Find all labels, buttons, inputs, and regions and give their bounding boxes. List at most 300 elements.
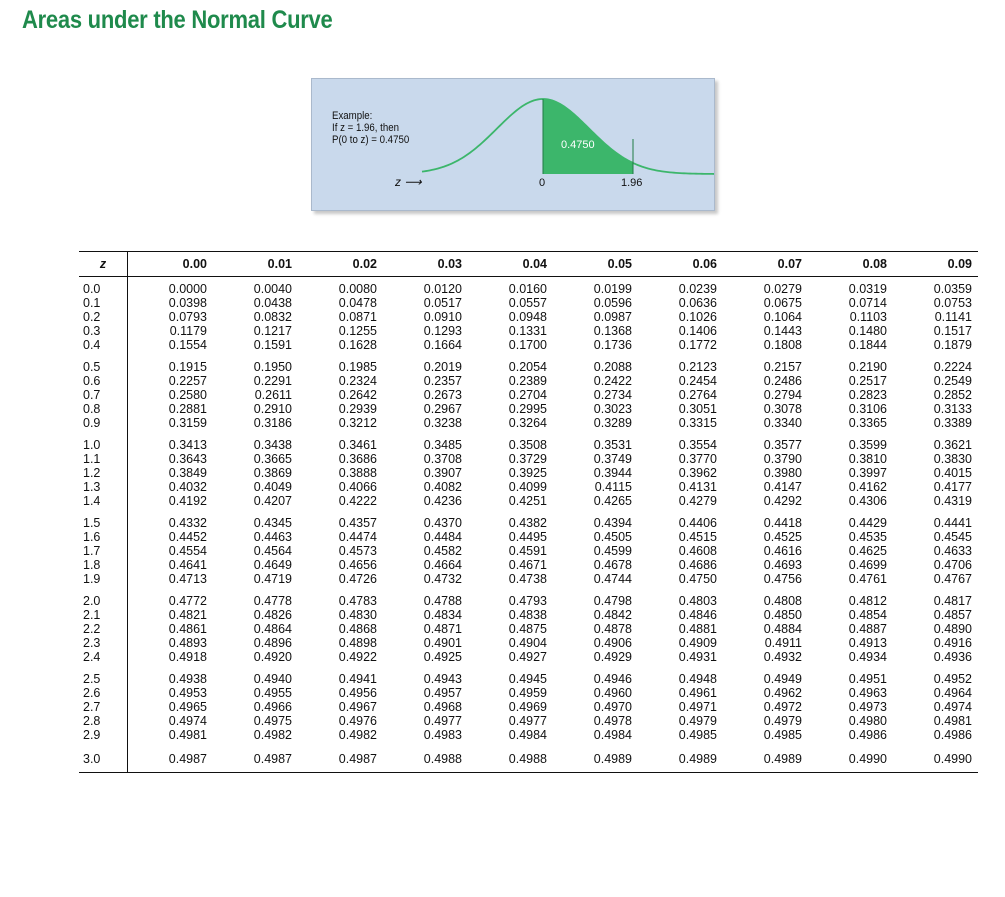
table-cell: 0.4699 [848, 558, 887, 572]
table-cell: 0.3621 [933, 438, 972, 452]
table-row [79, 508, 978, 530]
table-cell: 0.4793 [508, 594, 547, 608]
table-cell: 0.4474 [338, 530, 377, 544]
table-row [79, 277, 978, 297]
table-cell: 0.1406 [678, 324, 717, 338]
table-cell: 0.4984 [508, 728, 547, 742]
table-cell: 0.0596 [593, 296, 632, 310]
table-cell: 0.3212 [338, 416, 377, 430]
table-cell: 0.4982 [338, 728, 377, 742]
column-header: 0.08 [808, 252, 893, 277]
table-row [79, 310, 978, 324]
table-cell: 0.3962 [678, 466, 717, 480]
table-cell: 0.0948 [508, 310, 547, 324]
table-cell: 0.4941 [338, 672, 377, 686]
table-cell: 0.4850 [763, 608, 802, 622]
table-cell: 0.4864 [253, 622, 292, 636]
table-cell: 0.4946 [593, 672, 632, 686]
table-cell: 0.4968 [423, 700, 462, 714]
table-cell: 0.1255 [338, 324, 377, 338]
table-cell: 0.2704 [508, 388, 547, 402]
table-cell: 0.4988 [468, 742, 553, 773]
table-cell: 0.4798 [593, 594, 632, 608]
table-cell: 0.4951 [848, 672, 887, 686]
table-cell: 0.4671 [508, 558, 547, 572]
table-cell: 0.3925 [508, 466, 547, 480]
table-cell: 0.3461 [338, 438, 377, 452]
table-cell: 0.3289 [593, 416, 632, 430]
table-row [79, 530, 978, 544]
table-cell: 0.2734 [593, 388, 632, 402]
table-cell: 0.1879 [933, 338, 972, 352]
table-cell: 0.4986 [933, 728, 972, 742]
table-cell: 0.4893 [168, 636, 207, 650]
table-row [79, 558, 978, 572]
table-cell: 0.4625 [848, 544, 887, 558]
table-cell: 0.2642 [338, 388, 377, 402]
table-cell: 0.3508 [508, 438, 547, 452]
table-cell: 0.1331 [508, 324, 547, 338]
table-header-row [79, 252, 978, 277]
table-cell: 0.4573 [338, 544, 377, 558]
table-cell: 0.4783 [338, 594, 377, 608]
table-row [79, 728, 978, 742]
column-header: 0.02 [298, 252, 383, 277]
table-cell: 0.4909 [678, 636, 717, 650]
table-cell: 0.0675 [763, 296, 802, 310]
table-cell: 0.2910 [253, 402, 292, 416]
table-cell: 0.1844 [848, 338, 887, 352]
table-row [79, 388, 978, 402]
table-cell: 0.4916 [933, 636, 972, 650]
table-cell: 0.4961 [678, 686, 717, 700]
table-cell: 0.4898 [338, 636, 377, 650]
table-cell: 0.4966 [253, 700, 292, 714]
table-cell: 0.3413 [168, 438, 207, 452]
table-cell: 0.2517 [848, 374, 887, 388]
table-cell: 0.3888 [338, 466, 377, 480]
z-value-cell: 2.7 [79, 700, 128, 714]
tick-z-value: 1.96 [621, 177, 643, 189]
table-cell: 0.4854 [848, 608, 887, 622]
table-row [79, 494, 978, 508]
table-cell: 0.4936 [933, 650, 972, 664]
table-cell: 0.1808 [763, 338, 802, 352]
table-cell: 0.4778 [253, 594, 292, 608]
table-cell: 0.3051 [678, 402, 717, 416]
table-cell: 0.4964 [933, 686, 972, 700]
table-cell: 0.0040 [253, 282, 292, 296]
z-value-cell: 0.2 [79, 310, 128, 324]
column-header: 0.07 [723, 252, 808, 277]
table-cell: 0.4066 [338, 480, 377, 494]
table-row [79, 608, 978, 622]
table-cell: 0.4207 [253, 494, 292, 508]
table-cell: 0.4953 [168, 686, 207, 700]
table-row [79, 742, 978, 773]
table-cell: 0.3438 [253, 438, 292, 452]
table-cell: 0.4015 [933, 466, 972, 480]
table-cell: 0.4616 [763, 544, 802, 558]
table-cell: 0.4332 [168, 516, 207, 530]
table-cell: 0.4545 [933, 530, 972, 544]
table-cell: 0.4962 [763, 686, 802, 700]
shaded-area [543, 99, 633, 174]
table-cell: 0.4633 [933, 544, 972, 558]
table-cell: 0.4981 [933, 714, 972, 728]
table-cell: 0.4952 [933, 672, 972, 686]
table-cell: 0.4382 [508, 516, 547, 530]
table-cell: 0.4979 [678, 714, 717, 728]
table-cell: 0.3365 [848, 416, 887, 430]
table-cell: 0.0987 [593, 310, 632, 324]
table-cell: 0.4406 [678, 516, 717, 530]
table-cell: 0.4977 [423, 714, 462, 728]
table-cell: 0.0714 [848, 296, 887, 310]
table-cell: 0.4306 [848, 494, 887, 508]
table-cell: 0.4976 [338, 714, 377, 728]
table-cell: 0.4049 [253, 480, 292, 494]
table-cell: 0.4920 [253, 650, 292, 664]
table-cell: 0.1950 [253, 360, 292, 374]
table-cell: 0.4525 [763, 530, 802, 544]
z-value-cell: 1.5 [79, 508, 128, 530]
table-cell: 0.4817 [933, 594, 972, 608]
table-cell: 0.4744 [593, 572, 632, 586]
table-cell: 0.2673 [423, 388, 462, 402]
table-cell: 0.3643 [168, 452, 207, 466]
table-cell: 0.2291 [253, 374, 292, 388]
table-cell: 0.4986 [848, 728, 887, 742]
table-cell: 0.2580 [168, 388, 207, 402]
table-cell: 0.4756 [763, 572, 802, 586]
table-row [79, 466, 978, 480]
table-cell: 0.3340 [763, 416, 802, 430]
table-cell: 0.0910 [423, 310, 462, 324]
table-cell: 0.4664 [423, 558, 462, 572]
table-cell: 0.0871 [338, 310, 377, 324]
table-cell: 0.1103 [849, 310, 887, 324]
table-cell: 0.4987 [128, 742, 214, 773]
table-cell: 0.4887 [848, 622, 887, 636]
table-cell: 0.3849 [168, 466, 207, 480]
table-cell: 0.4943 [423, 672, 462, 686]
table-cell: 0.4292 [763, 494, 802, 508]
table-cell: 0.2549 [933, 374, 972, 388]
table-cell: 0.2794 [763, 388, 802, 402]
table-row [79, 430, 978, 452]
table-cell: 0.1554 [168, 338, 207, 352]
column-header: 0.09 [893, 252, 978, 277]
table-cell: 0.4911 [764, 636, 802, 650]
table-cell: 0.4975 [253, 714, 292, 728]
table-cell: 0.4972 [763, 700, 802, 714]
table-cell: 0.4838 [508, 608, 547, 622]
table-cell: 0.2019 [423, 360, 462, 374]
z-value-cell: 0.1 [79, 296, 128, 310]
table-cell: 0.4726 [338, 572, 377, 586]
table-cell: 0.4973 [848, 700, 887, 714]
table-cell: 0.2939 [338, 402, 377, 416]
table-cell: 0.4357 [338, 516, 377, 530]
table-cell: 0.3770 [678, 452, 717, 466]
table-cell: 0.4554 [168, 544, 207, 558]
table-cell: 0.4162 [848, 480, 887, 494]
table-cell: 0.4834 [423, 608, 462, 622]
table-cell: 0.4979 [763, 714, 802, 728]
table-cell: 0.4980 [848, 714, 887, 728]
table-cell: 0.4960 [593, 686, 632, 700]
table-row [79, 572, 978, 586]
z-value-cell: 1.3 [79, 480, 128, 494]
column-header: 0.00 [128, 252, 214, 277]
z-value-cell: 0.7 [79, 388, 128, 402]
table-row [79, 338, 978, 352]
table-cell: 0.1064 [763, 310, 802, 324]
table-cell: 0.0120 [423, 282, 462, 296]
table-cell: 0.4788 [423, 594, 462, 608]
table-cell: 0.1772 [678, 338, 717, 352]
table-cell: 0.0753 [933, 296, 972, 310]
table-cell: 0.4649 [253, 558, 292, 572]
table-cell: 0.4906 [593, 636, 632, 650]
table-cell: 0.4931 [678, 650, 717, 664]
table-cell: 0.4982 [253, 728, 292, 742]
table-cell: 0.4463 [253, 530, 292, 544]
table-cell: 0.4236 [423, 494, 462, 508]
table-cell: 0.3790 [763, 452, 802, 466]
table-cell: 0.0398 [168, 296, 207, 310]
table-cell: 0.3830 [933, 452, 972, 466]
table-cell: 0.0793 [168, 310, 207, 324]
table-row [79, 544, 978, 558]
table-cell: 0.4990 [893, 742, 978, 773]
table-cell: 0.4918 [168, 650, 207, 664]
table-cell: 0.4857 [933, 608, 972, 622]
table-cell: 0.2357 [423, 374, 462, 388]
table-cell: 0.3133 [933, 402, 972, 416]
table-cell: 0.4913 [848, 636, 887, 650]
table-cell: 0.4878 [593, 622, 632, 636]
table-cell: 0.4977 [508, 714, 547, 728]
table-cell: 0.3980 [763, 466, 802, 480]
z-value-cell: 1.4 [79, 494, 128, 508]
table-cell: 0.4967 [338, 700, 377, 714]
table-cell: 0.2611 [254, 388, 292, 402]
table-cell: 0.4582 [423, 544, 462, 558]
table-cell: 0.4971 [678, 700, 717, 714]
table-cell: 0.4319 [933, 494, 972, 508]
table-cell: 0.4929 [593, 650, 632, 664]
table-row [79, 296, 978, 310]
table-cell: 0.4981 [168, 728, 207, 742]
table-cell: 0.1664 [423, 338, 462, 352]
table-cell: 0.4177 [933, 480, 972, 494]
table-cell: 0.3686 [338, 452, 377, 466]
tick-zero: 0 [539, 177, 546, 189]
z-value-cell: 1.0 [79, 430, 128, 452]
table-cell: 0.2454 [678, 374, 717, 388]
table-cell: 0.1591 [253, 338, 292, 352]
z-value-cell: 0.3 [79, 324, 128, 338]
example-text [332, 110, 409, 146]
table-cell: 0.4904 [508, 636, 547, 650]
table-cell: 0.4868 [338, 622, 377, 636]
z-value-cell: 2.9 [79, 728, 128, 742]
table-cell: 0.1628 [338, 338, 377, 352]
table-cell: 0.4279 [678, 494, 717, 508]
table-cell: 0.4738 [508, 572, 547, 586]
table-cell: 0.0000 [168, 282, 207, 296]
table-row [79, 416, 978, 430]
example-line-3: P(0 to z) = 0.4750 [332, 134, 410, 146]
z-value-cell: 0.6 [79, 374, 128, 388]
table-row [79, 324, 978, 338]
z-value-cell: 0.4 [79, 338, 128, 352]
table-cell: 0.0279 [763, 282, 802, 296]
table-cell: 0.0557 [508, 296, 547, 310]
table-cell: 0.0359 [933, 282, 972, 296]
table-cell: 0.4082 [423, 480, 462, 494]
table-cell: 0.4989 [553, 742, 638, 773]
z-value-cell: 0.8 [79, 402, 128, 416]
table-cell: 0.3023 [593, 402, 632, 416]
table-cell: 0.4934 [848, 650, 887, 664]
table-cell: 0.1179 [169, 324, 207, 338]
table-cell: 0.2157 [763, 360, 802, 374]
table-cell: 0.1517 [933, 324, 972, 338]
table-cell: 0.4963 [848, 686, 887, 700]
table-cell: 0.4985 [678, 728, 717, 742]
table-cell: 0.4884 [763, 622, 802, 636]
table-cell: 0.4032 [168, 480, 207, 494]
z-axis-label: z ⟶ [395, 175, 422, 189]
table-cell: 0.3554 [678, 438, 717, 452]
table-cell: 0.0239 [678, 282, 717, 296]
table-cell: 0.4641 [168, 558, 207, 572]
table-cell: 0.2422 [593, 374, 632, 388]
table-cell: 0.4927 [508, 650, 547, 664]
table-cell: 0.4987 [213, 742, 298, 773]
table-row [79, 402, 978, 416]
table-cell: 0.4394 [593, 516, 632, 530]
table-cell: 0.4515 [678, 530, 717, 544]
z-value-cell: 0.5 [79, 352, 128, 374]
table-cell: 0.4985 [763, 728, 802, 742]
table-cell: 0.1700 [508, 338, 547, 352]
table-cell: 0.3810 [848, 452, 887, 466]
table-cell: 0.3708 [423, 452, 462, 466]
table-cell: 0.2324 [338, 374, 377, 388]
table-cell: 0.1443 [763, 324, 802, 338]
table-cell: 0.4861 [168, 622, 207, 636]
column-header: 0.05 [553, 252, 638, 277]
table-cell: 0.4599 [593, 544, 632, 558]
table-row [79, 480, 978, 494]
table-cell: 0.2190 [848, 360, 887, 374]
table-cell: 0.4989 [723, 742, 808, 773]
table-cell: 0.4987 [298, 742, 383, 773]
table-cell: 0.4115 [594, 480, 632, 494]
table-cell: 0.4956 [338, 686, 377, 700]
table-cell: 0.4970 [593, 700, 632, 714]
table-cell: 0.4984 [593, 728, 632, 742]
table-cell: 0.4608 [678, 544, 717, 558]
z-value-cell: 2.4 [79, 650, 128, 664]
column-header: 0.01 [213, 252, 298, 277]
example-line-1: Example: [332, 110, 373, 122]
table-cell: 0.4990 [808, 742, 893, 773]
table-cell: 0.4767 [933, 572, 972, 586]
table-cell: 0.0438 [253, 296, 292, 310]
z-value-cell: 2.5 [79, 664, 128, 686]
table-cell: 0.4821 [168, 608, 207, 622]
table-cell: 0.2224 [933, 360, 972, 374]
page-title: Areas under the Normal Curve [22, 6, 333, 34]
table-cell: 0.4564 [253, 544, 292, 558]
table-cell: 0.4955 [253, 686, 292, 700]
table-cell: 0.4846 [678, 608, 717, 622]
table-cell: 0.4812 [848, 594, 887, 608]
table-cell: 0.0080 [338, 282, 377, 296]
table-cell: 0.4890 [933, 622, 972, 636]
table-cell: 0.3264 [508, 416, 547, 430]
table-cell: 0.4830 [338, 608, 377, 622]
table-row [79, 714, 978, 728]
z-value-cell: 2.2 [79, 622, 128, 636]
table-cell: 0.3907 [423, 466, 462, 480]
table-cell: 0.3238 [423, 416, 462, 430]
table-cell: 0.4686 [678, 558, 717, 572]
z-value-cell: 2.3 [79, 636, 128, 650]
table-cell: 0.2389 [508, 374, 547, 388]
table-cell: 0.4983 [423, 728, 462, 742]
table-cell: 0.2123 [678, 360, 717, 374]
table-cell: 0.4732 [423, 572, 462, 586]
table-cell: 0.3106 [848, 402, 887, 416]
table-cell: 0.4750 [678, 572, 717, 586]
z-value-cell: 0.0 [79, 277, 128, 297]
table-row [79, 452, 978, 466]
table-cell: 0.3315 [678, 416, 717, 430]
z-value-cell: 1.9 [79, 572, 128, 586]
table-cell: 0.4495 [508, 530, 547, 544]
table-cell: 0.4871 [423, 622, 462, 636]
table-cell: 0.4959 [508, 686, 547, 700]
table-cell: 0.3389 [933, 416, 972, 430]
table-cell: 0.3997 [848, 466, 887, 480]
z-value-cell: 1.2 [79, 466, 128, 480]
z-column-header: z [79, 252, 128, 277]
table-cell: 0.4808 [763, 594, 802, 608]
table-row [79, 664, 978, 686]
table-cell: 0.1368 [593, 324, 632, 338]
table-cell: 0.3869 [253, 466, 292, 480]
table-cell: 0.4988 [383, 742, 468, 773]
table-cell: 0.1736 [593, 338, 632, 352]
table-cell: 0.2054 [508, 360, 547, 374]
table-cell: 0.1026 [678, 310, 717, 324]
table-cell: 0.4719 [253, 572, 292, 586]
example-box [311, 78, 715, 211]
table-cell: 0.4803 [678, 594, 717, 608]
table-cell: 0.0517 [423, 296, 462, 310]
table-cell: 0.4429 [848, 516, 887, 530]
table-cell: 0.3159 [168, 416, 207, 430]
table-cell: 0.4989 [638, 742, 723, 773]
table-cell: 0.4922 [338, 650, 377, 664]
table-cell: 0.4265 [593, 494, 632, 508]
